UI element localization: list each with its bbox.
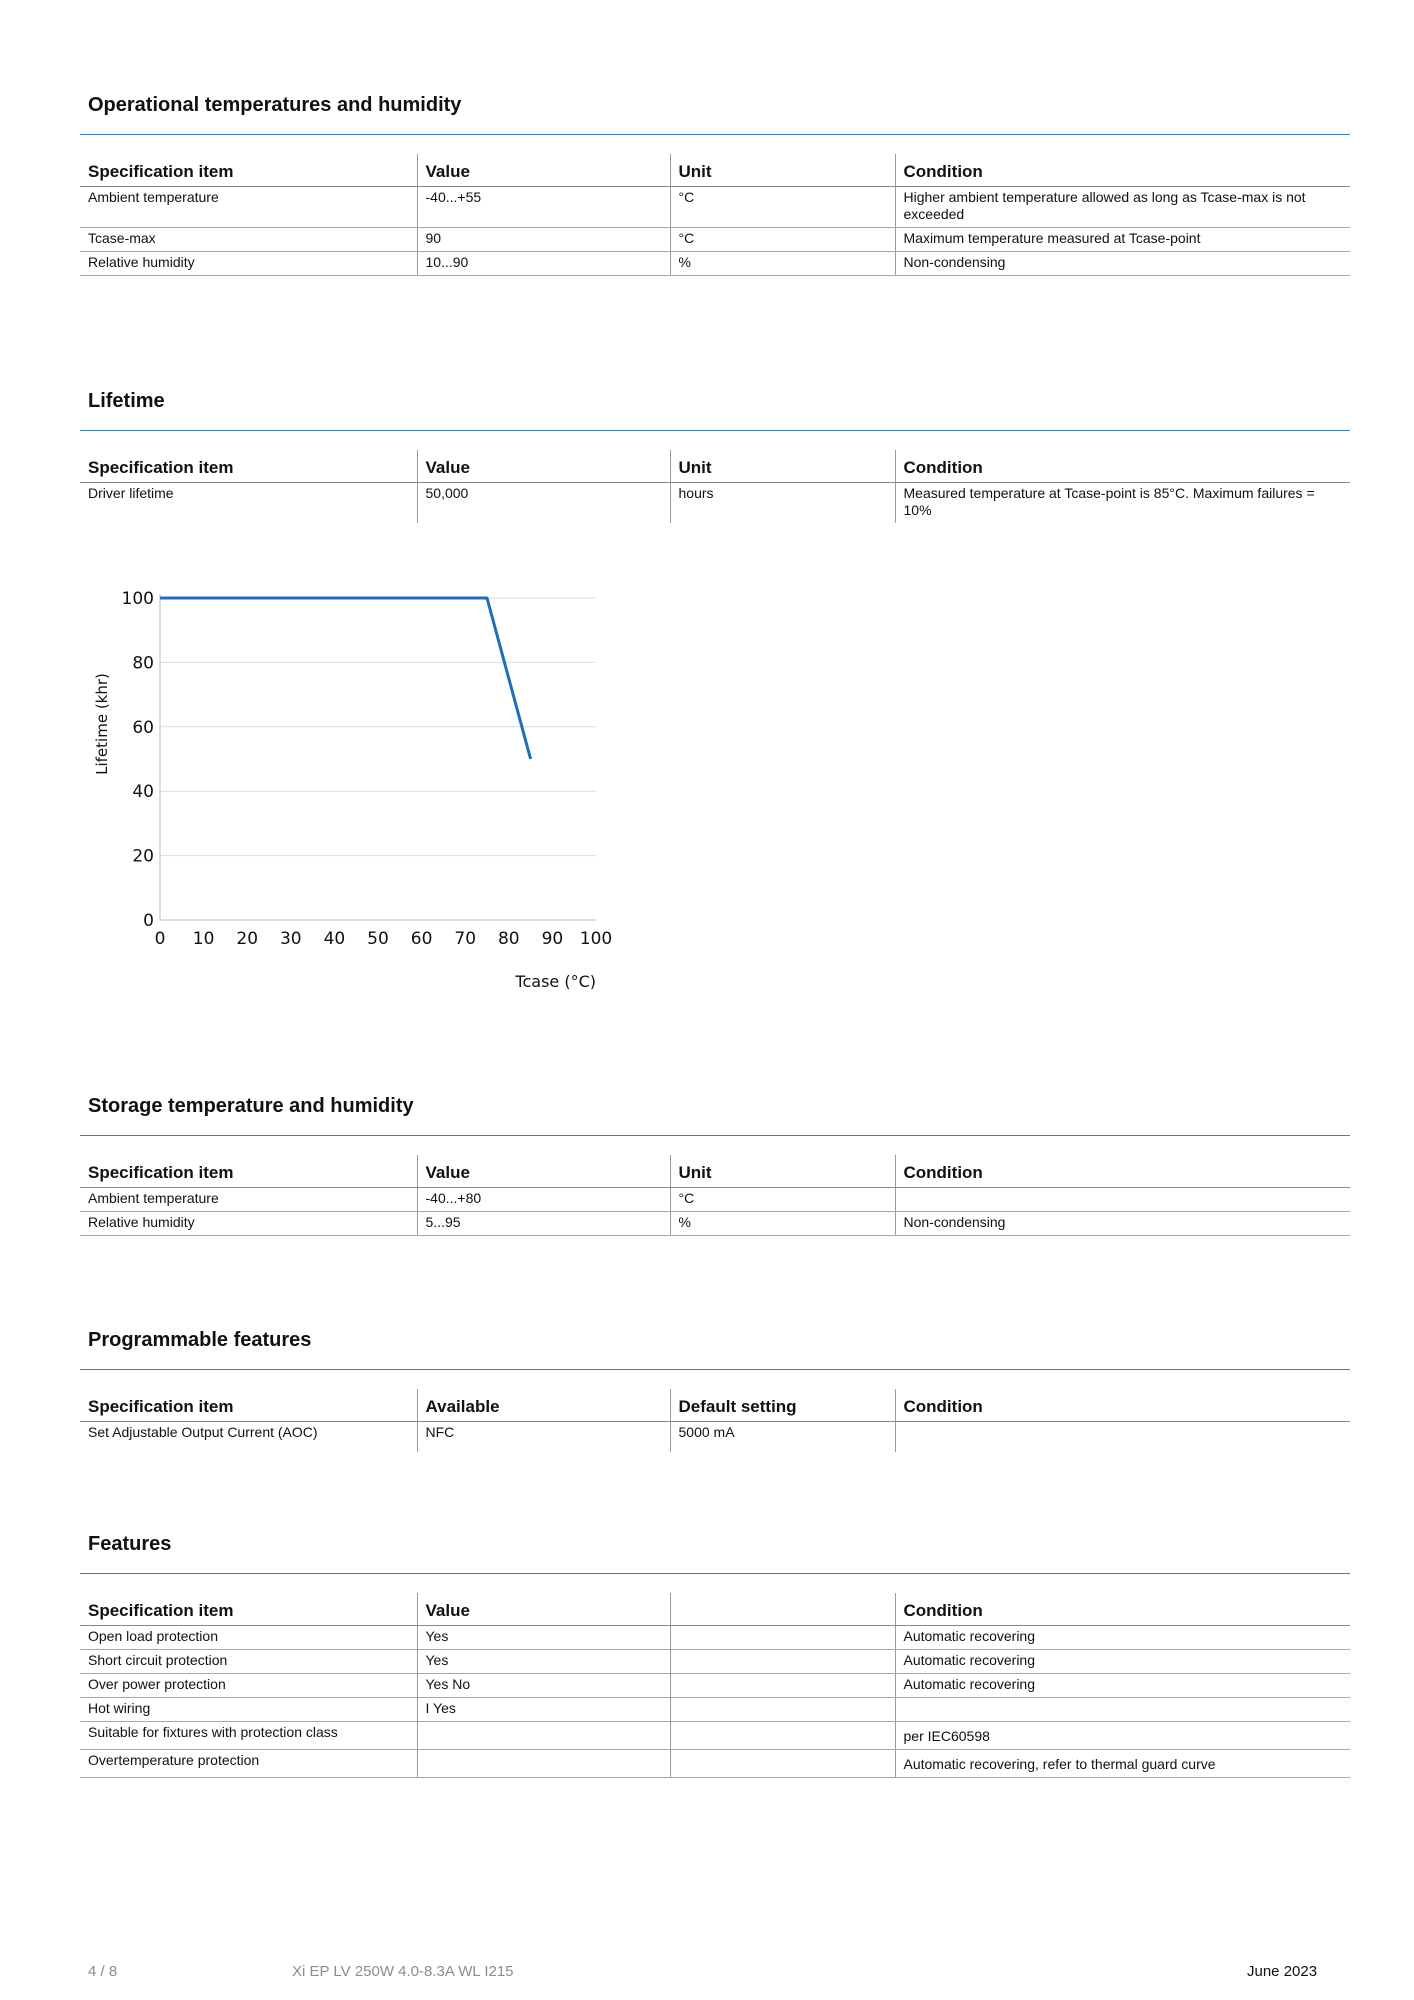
section-divider: [80, 1135, 1350, 1136]
table-header-row: [80, 1155, 1350, 1188]
table-row: [80, 252, 1350, 276]
cell-item: Driver lifetime: [88, 485, 174, 501]
cell-value: Yes: [417, 1650, 670, 1674]
cell-value: -40...+80: [417, 1188, 670, 1212]
y-tick-label: 60: [132, 717, 154, 738]
cell-unit: %: [670, 1212, 895, 1236]
column-header: Unit: [670, 1155, 895, 1188]
cell-item: Ambient temperature: [80, 1188, 417, 1212]
column-header: Condition: [895, 1389, 1350, 1422]
cell-unit: °C: [670, 187, 895, 228]
cell-unit: °C: [670, 228, 895, 252]
cell-value: 5...95: [417, 1212, 670, 1236]
cell-value: 10...90: [417, 252, 670, 276]
x-tick-label: 20: [236, 929, 259, 949]
cell-item: Short circuit protection: [80, 1650, 417, 1674]
y-tick-label: 40: [132, 782, 154, 803]
table-row: [80, 1650, 1350, 1674]
column-header: Default setting: [670, 1389, 895, 1422]
column-header: Available: [417, 1389, 670, 1422]
cell-unit: [670, 1674, 895, 1698]
table-row: [80, 1188, 1350, 1212]
column-header: Specification item: [80, 1389, 417, 1422]
page-number: 4 / 8: [88, 1963, 118, 1980]
cell-item: Open load protection: [80, 1626, 417, 1650]
table-row: [80, 1722, 1350, 1750]
cell-item: Hot wiring: [80, 1698, 417, 1722]
table-header-row: [80, 154, 1350, 187]
lifetime-series-line: [160, 598, 531, 759]
table-row: [80, 1674, 1350, 1698]
column-header: Condition: [895, 450, 1350, 483]
y-axis-label: Lifetime (khr): [93, 673, 111, 775]
table-row: [80, 228, 1350, 252]
cell-value: -40...+55: [417, 187, 670, 228]
y-tick-label: 20: [132, 846, 154, 867]
cell-condition: per IEC60598: [895, 1722, 1350, 1750]
column-header: Specification item: [80, 450, 417, 483]
programmable-table: [80, 1389, 1350, 1452]
cell-condition: Automatic recovering, refer to thermal guard curve: [895, 1750, 1350, 1778]
column-header: Value: [417, 1593, 670, 1626]
column-header: [670, 1593, 895, 1626]
cell-item: Over power protection: [80, 1674, 417, 1698]
x-tick-label: 0: [154, 929, 166, 949]
column-header: Unit: [670, 450, 895, 483]
cell-item: Overtemperature protection: [80, 1750, 417, 1778]
cell-unit: [670, 1650, 895, 1674]
table-header-row: [80, 1389, 1350, 1422]
cell-condition: Higher ambient temperature allowed as long as Tcase-max is not exceeded: [895, 187, 1350, 228]
table-row: [80, 1212, 1350, 1236]
y-tick-label: 80: [132, 653, 154, 674]
cell-item: Suitable for fixtures with protection class: [80, 1722, 417, 1750]
cell-condition: Automatic recovering: [895, 1650, 1350, 1674]
cell-item: Relative humidity: [80, 252, 417, 276]
cell-unit: [670, 1750, 895, 1778]
table-row: [80, 187, 1350, 228]
lifetime-table: [80, 450, 1350, 523]
cell-item: Relative humidity: [80, 1212, 417, 1236]
section-divider: [80, 1369, 1350, 1370]
cell-value: 50,000: [417, 483, 670, 524]
section-title: Features: [88, 1533, 172, 1555]
cell-unit: 5000 mA: [670, 1422, 895, 1453]
table-row: [80, 483, 1350, 524]
cell-unit: %: [670, 252, 895, 276]
cell-unit: hours: [670, 483, 895, 524]
x-tick-label: 70: [454, 929, 477, 949]
cell-unit: [670, 1626, 895, 1650]
table-row: [80, 1626, 1350, 1650]
x-tick-label: 40: [323, 929, 346, 949]
cell-condition: Measured temperature at Tcase-point is 85°C. Maximum failures = 10%: [895, 483, 1350, 524]
x-tick-label: 80: [497, 929, 520, 949]
y-tick-label: 0: [143, 911, 154, 931]
table-row: [80, 1750, 1350, 1778]
cell-value: NFC: [417, 1422, 670, 1453]
column-header: Condition: [895, 1593, 1350, 1626]
operational-table: [80, 154, 1350, 276]
cell-value: I Yes: [417, 1698, 670, 1722]
column-header: Specification item: [80, 154, 417, 187]
cell-value: [417, 1750, 670, 1778]
storage-table: [80, 1155, 1350, 1236]
cell-unit: °C: [670, 1188, 895, 1212]
section-divider: [80, 430, 1350, 431]
table-row: [80, 1422, 1350, 1453]
cell-item: Tcase-max: [80, 228, 417, 252]
cell-condition: Non-condensing: [895, 252, 1350, 276]
table-row: [80, 1698, 1350, 1722]
cell-item: Set Adjustable Output Current (AOC): [88, 1424, 318, 1440]
cell-value: Yes: [417, 1626, 670, 1650]
lifetime-chart: [80, 580, 640, 1020]
section-title: Lifetime: [88, 390, 165, 412]
column-header: Unit: [670, 154, 895, 187]
section-divider: [80, 134, 1350, 135]
column-header: Value: [417, 450, 670, 483]
section-divider: [80, 1573, 1350, 1574]
cell-condition: [895, 1422, 1350, 1453]
column-header: Specification item: [80, 1593, 417, 1626]
cell-condition: Automatic recovering: [895, 1626, 1350, 1650]
section-title: Operational temperatures and humidity: [88, 94, 462, 116]
cell-condition: Non-condensing: [895, 1212, 1350, 1236]
column-header: Condition: [895, 1155, 1350, 1188]
section-title: Storage temperature and humidity: [88, 1095, 414, 1117]
table-header-row: [80, 1593, 1350, 1626]
cell-item: Ambient temperature: [80, 187, 417, 228]
cell-unit: [670, 1722, 895, 1750]
cell-unit: [670, 1698, 895, 1722]
cell-value: 90: [417, 228, 670, 252]
column-header: Value: [417, 1155, 670, 1188]
y-tick-label: 100: [121, 589, 154, 609]
cell-condition: [895, 1188, 1350, 1212]
cell-condition: Automatic recovering: [895, 1674, 1350, 1698]
product-name: Xi EP LV 250W 4.0-8.3A WL I215: [292, 1963, 514, 1980]
x-tick-label: 30: [279, 929, 302, 949]
cell-value: Yes No: [417, 1674, 670, 1698]
cell-value: [417, 1722, 670, 1750]
features-table: [80, 1593, 1350, 1778]
cell-condition: Maximum temperature measured at Tcase-point: [895, 228, 1350, 252]
column-header: Condition: [895, 154, 1350, 187]
x-tick-label: 100: [579, 929, 613, 949]
cell-condition: [895, 1698, 1350, 1722]
x-axis-label: Tcase (°C): [515, 972, 596, 991]
table-header-row: [80, 450, 1350, 483]
section-title: Programmable features: [88, 1329, 312, 1351]
document-date: June 2023: [1247, 1963, 1318, 1980]
column-header: Specification item: [80, 1155, 417, 1188]
x-tick-label: 60: [410, 929, 433, 949]
column-header: Value: [417, 154, 670, 187]
x-tick-label: 50: [367, 929, 389, 949]
x-tick-label: 90: [541, 929, 564, 949]
x-tick-label: 10: [192, 929, 215, 949]
